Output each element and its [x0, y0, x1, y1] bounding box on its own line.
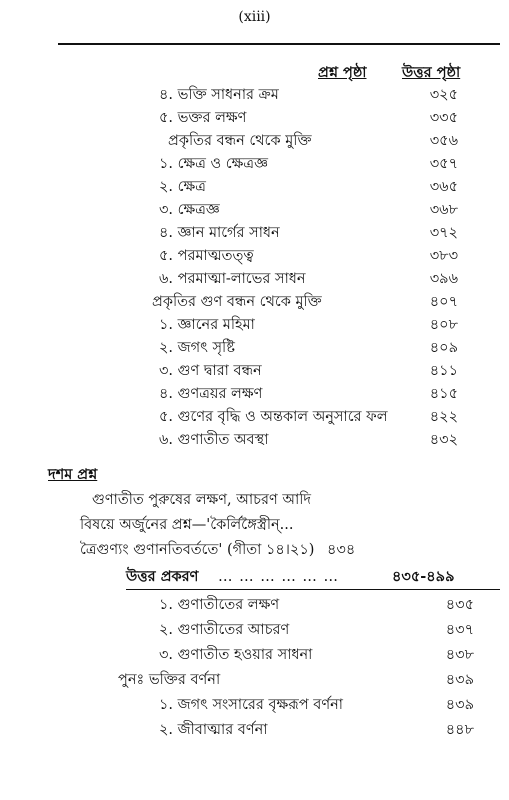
toc-entry: ৩. গুণ দ্বারা বন্ধন: [159, 363, 262, 379]
question-text: ত্রৈগুণ্যং গুণানতিবর্ততে' (গীতা ১৪।২১): [80, 542, 315, 558]
toc-entry: ৩. গুণাতীত হওয়ার সাধনা: [159, 647, 313, 663]
toc-entry: ৫. গুণের বৃদ্ধি ও অন্তকাল অনুসারে ফল: [159, 409, 388, 425]
toc-page: ৩৮৩: [429, 248, 458, 264]
toc-entry: ১. গুণাতীতের লক্ষণ: [159, 597, 280, 613]
toc-entry: ১. জ্ঞানের মহিমা: [159, 317, 255, 333]
answer-range: ৪৩৫-৪৯৯: [392, 568, 455, 585]
toc-page: ৩৬৮: [429, 202, 458, 218]
toc-entry: ১. ক্ষেত্র ও ক্ষেত্রজ্ঞ: [159, 156, 268, 172]
toc-page: ৩৫৬: [429, 133, 458, 149]
answer-dots: … … … … … …: [218, 569, 340, 585]
toc-entry: ৫. ভক্তর লক্ষণ: [159, 110, 247, 126]
toc-entry: ৬. পরমাত্মা-লাভের সাধন: [159, 271, 306, 287]
toc-entry: ২. ক্ষেত্র: [159, 179, 206, 195]
toc-page: ৪৩৫: [445, 597, 474, 613]
toc-page: ৩৩৫: [429, 110, 458, 126]
toc-page: ৪২২: [429, 409, 458, 425]
toc-entry: ৪. গুণত্রয়র লক্ষণ: [159, 386, 263, 402]
toc-page: ৪৩৮: [445, 647, 474, 663]
header-rule: [58, 43, 500, 45]
toc-entry: ৪. জ্ঞান মার্গের সাধন: [159, 225, 280, 241]
toc-page: ৪০৭: [429, 294, 458, 310]
question-page: ৪৩৪: [327, 542, 356, 558]
toc-entry: ২. জীবাত্মার বর্ণনা: [159, 722, 268, 738]
toc-page: ৪৩৯: [445, 672, 474, 688]
toc-page: ৪৩৯: [445, 697, 474, 713]
toc-entry: ১. জগৎ সংসারের বৃক্ষরূপ বর্ণনা: [159, 697, 343, 713]
toc-page: ৩৯৬: [429, 271, 458, 287]
toc-page: ৪০৯: [429, 340, 458, 356]
toc-entry: ৫. পরমাত্মতত্ত্ব: [159, 248, 254, 264]
toc-page: ৩২৫: [429, 87, 458, 103]
toc-entry: ২. গুণাতীতের আচরণ: [159, 622, 290, 638]
toc-page: ৪৩৭: [445, 622, 474, 638]
toc-page: ৪৩২: [429, 432, 458, 448]
section-title: দশম প্রশ্ন: [48, 466, 98, 483]
question-text: বিষয়ে অর্জুনের প্রশ্ন—'কৈর্লিঙ্গৈস্ত্রীন্...: [80, 517, 294, 533]
toc-page: ৪৪৮: [445, 722, 474, 738]
toc-page: ৪০৮: [429, 317, 458, 333]
answer-page-header: উত্তর পৃষ্ঠা: [402, 64, 461, 81]
answer-heading: উত্তর প্রকরণ: [126, 568, 199, 585]
question-page-header: প্রশ্ন পৃষ্ঠা: [318, 64, 367, 81]
toc-page: ৪১১: [429, 363, 458, 379]
toc-entry: ৩. ক্ষেত্রজ্ঞ: [159, 202, 220, 218]
toc-page: ৩৭২: [429, 225, 458, 241]
toc-page: ৩৬৫: [429, 179, 458, 195]
toc-entry: ৬. গুণাতীত অবস্থা: [159, 432, 269, 448]
toc-entry: ২. জগৎ সৃষ্টি: [159, 340, 235, 356]
toc-entry: পুনঃ ভক্তির বর্ণনা: [118, 672, 221, 688]
toc-entry: প্রকৃতির বন্ধন থেকে মুক্তি: [168, 133, 312, 149]
answer-heading-rule: [126, 589, 500, 590]
toc-page: ৩৫৭: [429, 156, 458, 172]
toc-page: ৪১৫: [429, 386, 458, 402]
question-text: গুণাতীত পুরুষের লক্ষণ, আচরণ আদি: [92, 492, 312, 508]
page-number: (xiii): [238, 9, 271, 25]
toc-entry: প্রকৃতির গুণ বন্ধন থেকে মুক্তি: [152, 294, 322, 310]
toc-entry: ৪. ভক্তি সাধনার ক্রম: [159, 87, 279, 103]
